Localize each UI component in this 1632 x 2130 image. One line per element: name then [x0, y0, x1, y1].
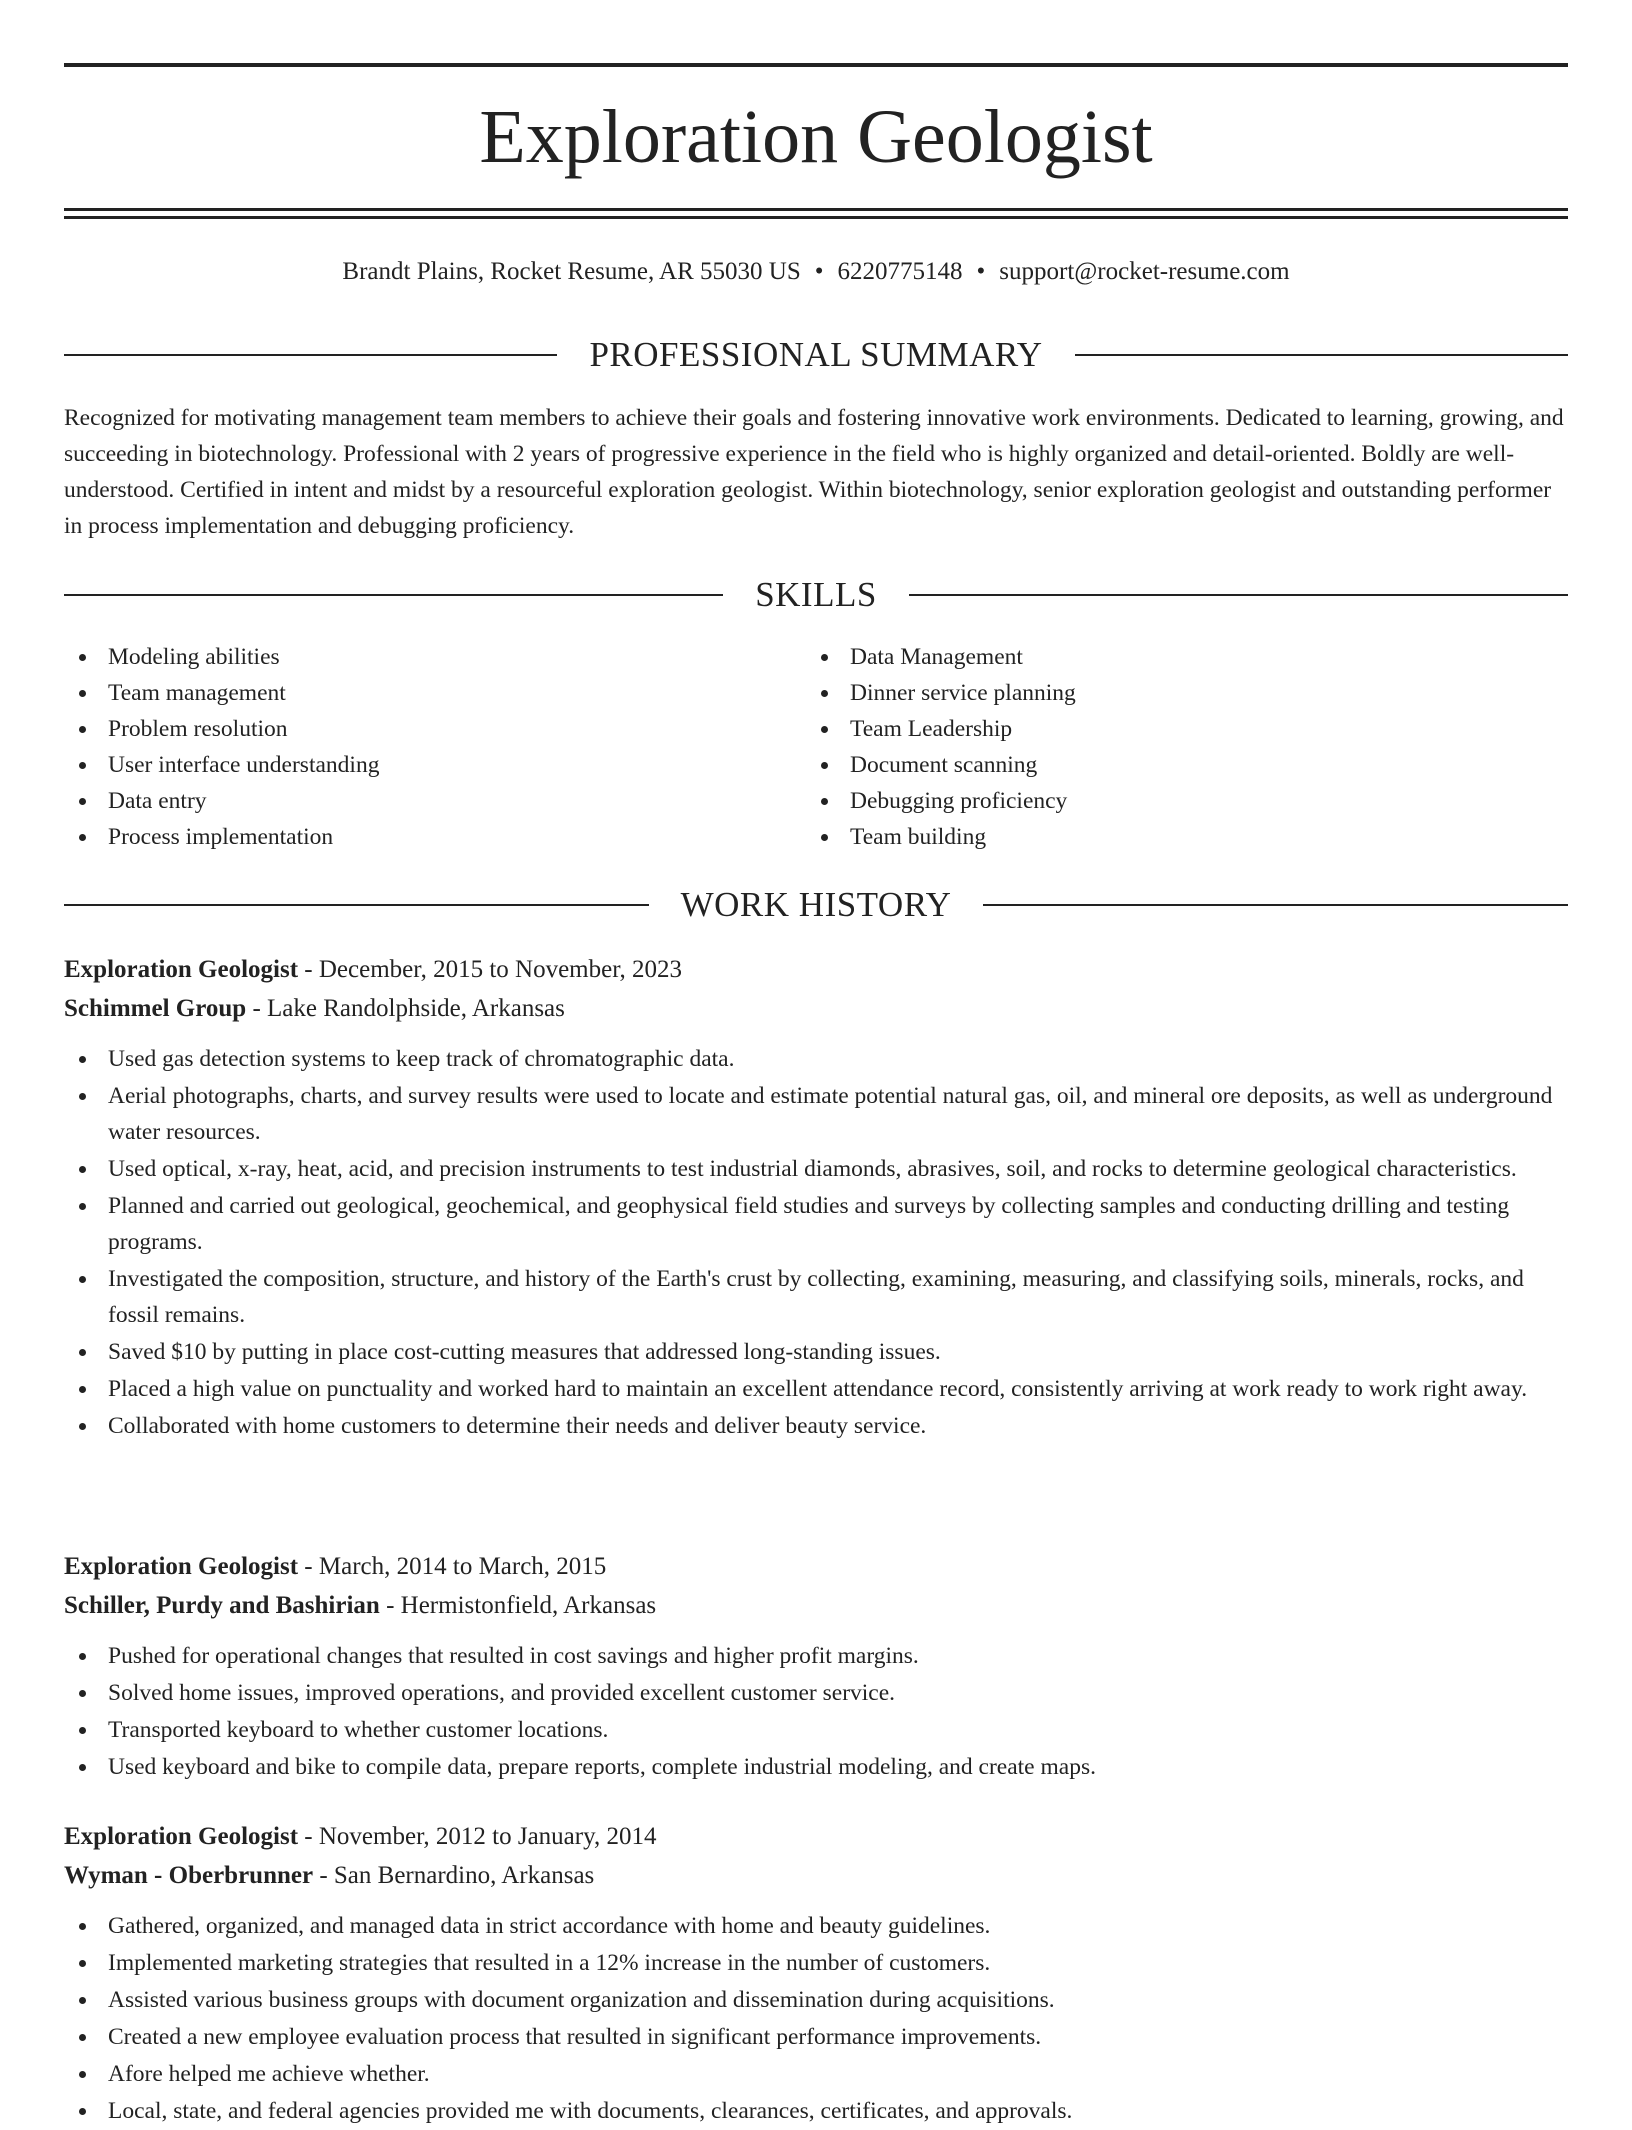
job-title: Exploration Geologist	[64, 1553, 299, 1580]
skill-item: User interface understanding	[64, 747, 379, 783]
job-bullet: Used optical, x-ray, heat, acid, and precision instruments to test industrial diamonds, abrasives, soil, and rocks to determine geological characteristics.	[64, 1151, 1568, 1187]
job-bullet: Pushed for operational changes that resulted in cost savings and higher profit margins.	[64, 1638, 1568, 1674]
job-location: - Hermistonfield, Arkansas	[379, 1592, 657, 1619]
job-dates: - March, 2014 to March, 2015	[298, 1553, 607, 1580]
section-rule-left	[64, 594, 723, 596]
job-bullet-list	[64, 1638, 1568, 1785]
section-rule-left	[64, 904, 649, 906]
job-bullet: Used gas detection systems to keep track of chromatographic data.	[64, 1041, 1568, 1077]
skills-list-right	[806, 639, 1076, 855]
job-company: Schimmel Group	[64, 995, 247, 1022]
contact-separator: •	[814, 258, 824, 285]
job-dates: - November, 2012 to January, 2014	[298, 1823, 657, 1850]
contact-line	[64, 255, 1568, 289]
job-bullet: Solved home issues, improved operations, and provided excellent customer service.	[64, 1675, 1568, 1711]
job-bullet: Created a new employee evaluation process that resulted in significant performance improvements.	[64, 2019, 1568, 2055]
job-bullet: Collaborated with home customers to determine their needs and deliver beauty service.	[64, 1408, 1568, 1444]
section-rule-left	[64, 354, 557, 356]
skill-item: Process implementation	[64, 819, 379, 855]
skill-item: Team Leadership	[806, 711, 1076, 747]
skill-item: Team management	[64, 675, 379, 711]
contact-address: Brandt Plains, Rocket Resume, AR 55030 US	[342, 258, 801, 285]
job-bullet: Planned and carried out geological, geochemical, and geophysical field studies and surveys by collecting samples and conducting drilling and testing programs.	[64, 1188, 1568, 1260]
resume-title: Exploration Geologist	[479, 95, 1153, 179]
job-bullet: Implemented marketing strategies that resulted in a 12% increase in the number of customers.	[64, 1945, 1568, 1981]
job-bullet: Aerial photographs, charts, and survey results were used to locate and estimate potential natural gas, oil, and mineral ore deposits, as well as underground water resources.	[64, 1078, 1568, 1150]
job-title-line	[64, 1547, 1568, 1586]
job-company-line	[64, 1586, 1568, 1625]
job-dates: - December, 2015 to November, 2023	[298, 956, 683, 983]
job-title-line	[64, 1817, 1568, 1856]
job-entry	[64, 950, 1568, 1445]
skill-item: Debugging proficiency	[806, 783, 1076, 819]
job-bullet: Used keyboard and bike to compile data, prepare reports, complete industrial modeling, and create maps.	[64, 1749, 1568, 1785]
skill-item: Data entry	[64, 783, 379, 819]
job-title: Exploration Geologist	[64, 956, 299, 983]
skill-item: Modeling abilities	[64, 639, 379, 675]
job-location: - Lake Randolphside, Arkansas	[246, 995, 565, 1022]
skill-item: Problem resolution	[64, 711, 379, 747]
job-company-line	[64, 1856, 1568, 1895]
section-heading-work-history	[64, 883, 1568, 927]
job-entry	[64, 1817, 1568, 2130]
job-bullet: Saved $10 by putting in place cost-cutting measures that addressed long-standing issues.	[64, 1334, 1568, 1370]
job-title-line	[64, 950, 1568, 989]
skill-item: Team building	[806, 819, 1076, 855]
job-company: Schiller, Purdy and Bashirian	[64, 1592, 380, 1619]
job-company-line	[64, 989, 1568, 1028]
contact-separator: •	[976, 258, 986, 285]
job-bullet: Assisted various business groups with document organization and dissemination during acquisitions.	[64, 1982, 1568, 2018]
job-bullet: Afore helped me achieve whether.	[64, 2056, 1568, 2092]
job-bullet-list	[64, 1041, 1568, 1444]
section-rule-right	[909, 594, 1568, 596]
section-rule-right	[1075, 354, 1568, 356]
header-top-rule	[64, 63, 1568, 67]
section-title-summary: PROFESSIONAL SUMMARY	[589, 335, 1043, 374]
contact-email: support@rocket-resume.com	[999, 258, 1290, 285]
job-title: Exploration Geologist	[64, 1823, 299, 1850]
job-company: Wyman - Oberbrunner	[64, 1862, 314, 1889]
section-heading-summary	[64, 333, 1568, 377]
job-bullet-list	[64, 1908, 1568, 2129]
job-bullet: Placed a high value on punctuality and worked hard to maintain an excellent attendance record, consistently arriving at work ready to work right away.	[64, 1371, 1568, 1407]
skill-item: Dinner service planning	[806, 675, 1076, 711]
job-bullet: Transported keyboard to whether customer locations.	[64, 1712, 1568, 1748]
job-bullet: Investigated the composition, structure, and history of the Earth's crust by collecting, examining, measuring, and classifying soils, minerals, rocks, and fossil remains.	[64, 1261, 1568, 1333]
skill-item: Data Management	[806, 639, 1076, 675]
section-rule-right	[983, 904, 1568, 906]
section-title-work-history: WORK HISTORY	[680, 885, 952, 924]
job-bullet: Local, state, and federal agencies provided me with documents, clearances, certificates, and approvals.	[64, 2093, 1568, 2129]
skill-item: Document scanning	[806, 747, 1076, 783]
section-heading-skills	[64, 573, 1568, 617]
header-double-rule-lower	[64, 216, 1568, 219]
job-entry	[64, 1547, 1568, 1786]
summary-text: Recognized for motivating management team members to achieve their goals and fostering innovative work environments. Dedicated to learning, growing, and succeeding in biotechnology. Professional with 2 years of progressive experience in the field who is highly organized and detail-oriented. Boldly are well-understood. Certified in intent and midst by a resourceful exploration geologist. Within biotechnology, senior exploration geologist and outstanding performer in process implementation and debugging proficiency.	[64, 405, 1564, 539]
section-title-skills: SKILLS	[755, 575, 877, 614]
skills-list-left	[64, 639, 379, 855]
header-double-rule-upper	[64, 208, 1568, 211]
contact-phone: 6220775148	[837, 258, 963, 285]
job-location: - San Bernardino, Arkansas	[313, 1862, 595, 1889]
job-bullet: Gathered, organized, and managed data in strict accordance with home and beauty guidelines.	[64, 1908, 1568, 1944]
